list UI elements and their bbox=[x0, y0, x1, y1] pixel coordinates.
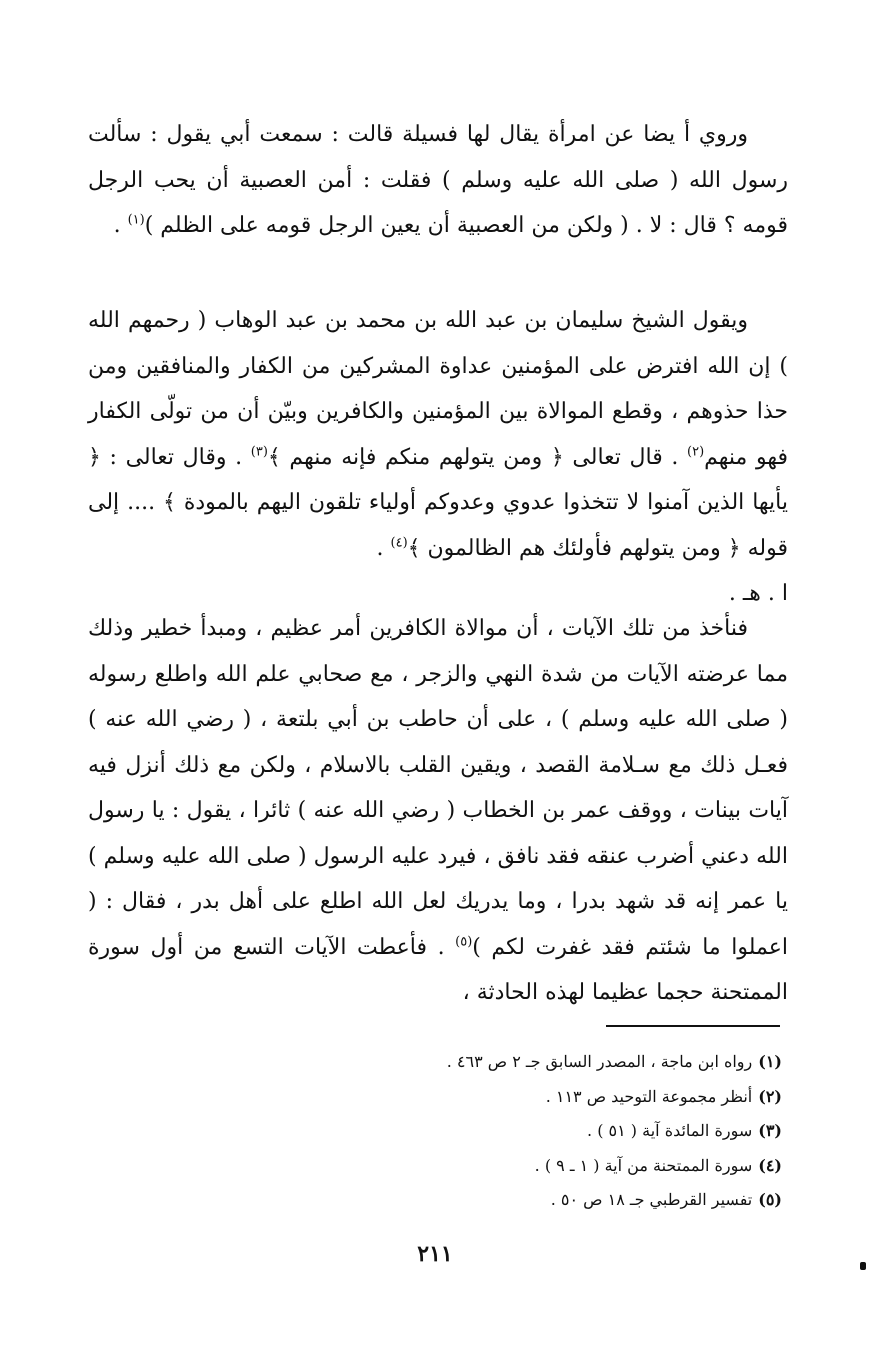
text-run: فنأخذ من تلك الآيات ، أن موالاة الكافرين أمر عظيم ، ومبدأ خطير وذلك مما عرضته الآيات من شدة النهي والزجر ، مع صحابي علم الله واطلع رسوله ( صلى الله عليه وسلم ) ، على أن حاطب بن أبي بلتعة ، ( رضي الله عنه ) فعـل ذلك مع سـلامة القصد ، ويقين القلب بالاسلام ، ولكن مع ذلك أنزل فيه آيات بينات ، ووقف عمر بن الخطاب ( رضي الله عنه ) ثائرا ، يقول : يا رسول الله دعني أضرب عنقه فقد نافق ، فيرد عليه الرسول ( صلى الله عليه وسلم ) يا عمر إنه قد شهد بدرا ، وما يدريك لعل الله اطلع على أهل بدر ، فقال : ( اعملوا ما شئتم فقد غفرت لكم ) bbox=[88, 616, 788, 960]
footnote-text: تفسير القرطبي جـ ١٨ ص ٥٠ . bbox=[550, 1190, 753, 1209]
footnote-divider bbox=[606, 1025, 780, 1027]
scan-mark bbox=[860, 1262, 866, 1270]
text-run: . bbox=[376, 535, 391, 561]
paragraph-2-text bbox=[88, 298, 788, 617]
footnote-text: سورة الممتحنة من آية ( ١ ـ ٩ ) . bbox=[534, 1155, 753, 1175]
text-run: . وقال تعالى : ﴿ يأيها الذين آمنوا لا تتخذوا عدوي وعدوكم أولياء تلقون اليهم بالمودة ﴾ .... إلى قوله ﴿ ومن يتولهم فأولئك هم الظالمون ﴾ bbox=[88, 444, 788, 561]
footnote-ref-5: (٥) bbox=[455, 934, 473, 950]
paragraph-3-text bbox=[88, 606, 788, 1016]
footnote-number: (٢) bbox=[758, 1086, 782, 1106]
text-run: وروي أ يضا عن امرأة يقال لها فسيلة قالت : سمعت أبي يقول : سألت رسول الله ( صلى الله عليه وسلم ) فقلت : أمن العصبية أن يحب الرجل قومه ؟ قال : لا . ( ولكن من العصبية أن يعين الرجل قومه على الظلم ) bbox=[88, 122, 788, 238]
footnote-item bbox=[300, 1149, 782, 1184]
footnote-item bbox=[300, 1183, 782, 1218]
text-run: ويقول الشيخ سليمان بن عبد الله بن محمد بن عبد الوهاب ( رحمهم الله ) إن الله افترض على المؤمنين عداوة المشركين من الكفار والمنافقين ومن حذا حذوهم ، وقطع الموالاة بين المؤمنين والكافرين وبيّن أن من تولّى الكفار فهو منهم bbox=[88, 308, 788, 470]
footnote-text: رواه ابن ماجة ، المصدر السابق جـ ٢ ص ٤٦٣ . bbox=[446, 1052, 753, 1071]
footnote-item bbox=[300, 1080, 782, 1115]
paragraph-1 bbox=[88, 112, 788, 249]
paragraph-3 bbox=[88, 606, 788, 1016]
footnote-ref-1: (١) bbox=[127, 212, 145, 228]
footnote-ref-4: (٤) bbox=[390, 535, 408, 551]
footnote-ref-2: (٢) bbox=[687, 444, 705, 460]
footnote-number: (٥) bbox=[758, 1190, 782, 1209]
footnote-ref-3: (٣) bbox=[250, 444, 268, 460]
footnote-text: أنظر مجموعة التوحيد ص ١١٣ . bbox=[545, 1086, 753, 1106]
footnote-text: سورة المائدة آية ( ٥١ ) . bbox=[587, 1121, 753, 1140]
text-run: . bbox=[113, 213, 128, 238]
footnotes-list bbox=[300, 1045, 782, 1218]
quote-end-abbreviation: ا . هـ . bbox=[728, 581, 788, 606]
page-number: ٢١١ bbox=[417, 1241, 453, 1267]
text-run: . قال تعالى ﴿ ومن يتولهم منكم فإنه منهم ﴾ bbox=[267, 444, 687, 470]
footnote-item bbox=[300, 1114, 782, 1149]
footnote-item bbox=[300, 1045, 782, 1080]
text-run: . فأعطت الآيات التسع من أول سورة الممتحنة حجما عظيما لهذه الحادثة ، bbox=[88, 934, 788, 1005]
footnote-number: (١) bbox=[758, 1052, 782, 1071]
footnote-number: (٣) bbox=[758, 1121, 782, 1140]
paragraph-1-text bbox=[88, 112, 788, 249]
paragraph-2 bbox=[88, 298, 788, 617]
footnote-number: (٤) bbox=[758, 1155, 782, 1175]
